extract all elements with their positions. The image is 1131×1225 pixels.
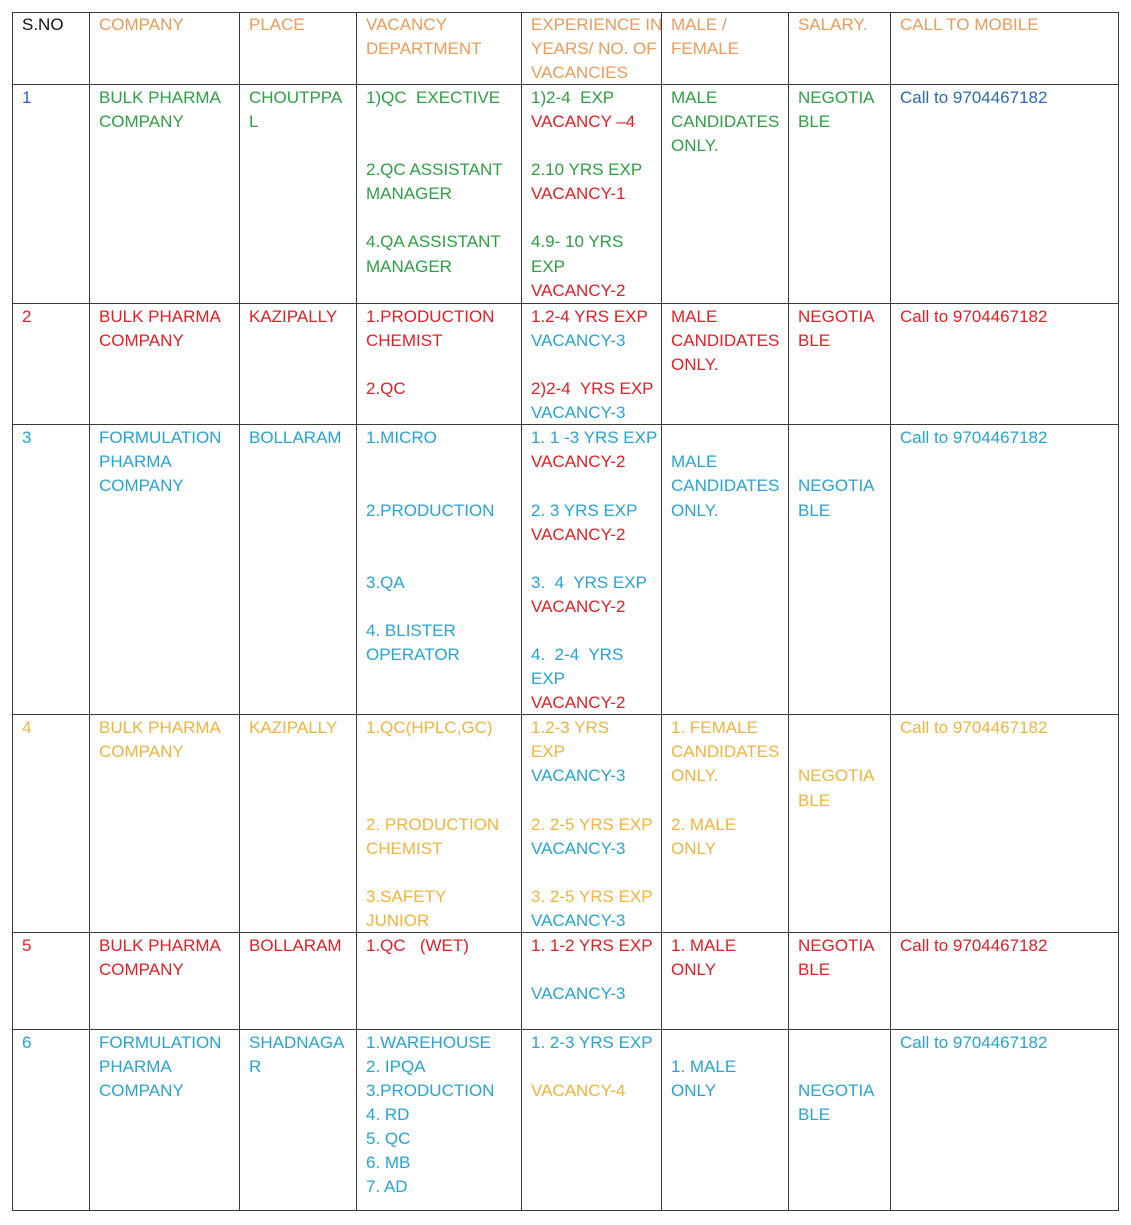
row-call-link[interactable]: Call to 9704467182 [900, 1033, 1048, 1052]
row-place: KAZIPALLY [249, 718, 338, 737]
row-company: FORMULATION [99, 428, 222, 447]
row-department: JUNIOR [366, 911, 430, 930]
row-vacancy: VACANCY-3 [531, 766, 626, 785]
header-vacancy-department: VACANCY [366, 15, 447, 34]
header-gender: FEMALE [671, 39, 740, 58]
header-place: PLACE [249, 15, 305, 34]
row-place: BOLLARAM [249, 936, 342, 955]
row-experience: 4.9- 10 YRS [531, 232, 624, 251]
row-experience: 3. 4 YRS EXP [531, 573, 647, 592]
row-company: COMPANY [99, 476, 184, 495]
row-gender: MALE [671, 452, 718, 471]
row-company: BULK PHARMA [99, 88, 221, 107]
header-experience: YEARS/ NO. OF [531, 39, 657, 58]
header-salary: SALARY. [798, 15, 868, 34]
row-gender: ONLY. [671, 501, 719, 520]
row-call-link[interactable]: Call to 9704467182 [900, 88, 1048, 107]
row-vacancy: VACANCY-4 [531, 1081, 626, 1100]
row-place: BOLLARAM [249, 428, 342, 447]
row-department: 1.QC (WET) [366, 936, 469, 955]
row-department: 5. QC [366, 1129, 411, 1148]
row-vacancy: VACANCY-2 [531, 693, 626, 712]
row-experience: 1. 1-2 YRS EXP [531, 936, 653, 955]
row-place: CHOUTPPA [249, 88, 343, 107]
row-department: 1.PRODUCTION [366, 307, 495, 326]
row-gender: ONLY [671, 960, 717, 979]
row-department: MANAGER [366, 257, 452, 276]
table-row [12, 1029, 1119, 1210]
row-experience: 4. 2-4 YRS [531, 645, 624, 664]
row-department: CHEMIST [366, 839, 443, 858]
row-sno: 4 [22, 718, 32, 737]
row-place: KAZIPALLY [249, 307, 338, 326]
row-vacancy: VACANCY-3 [531, 403, 626, 422]
row-salary: NEGOTIA [798, 936, 875, 955]
row-call-link[interactable]: Call to 9704467182 [900, 718, 1048, 737]
header-row [12, 12, 1119, 84]
row-department: 2.QC [366, 379, 406, 398]
row-experience: 2. 3 YRS EXP [531, 501, 638, 520]
row-gender: 1. MALE [671, 936, 737, 955]
row-experience: 3. 2-5 YRS EXP [531, 887, 653, 906]
row-experience: 1. 1 -3 YRS EXP [531, 428, 658, 447]
row-gender: CANDIDATES [671, 742, 780, 761]
row-vacancy: VACANCY-2 [531, 597, 626, 616]
table-row [12, 424, 1119, 714]
row-gender: 1. FEMALE [671, 718, 758, 737]
row-department: 1)QC EXECTIVE [366, 88, 501, 107]
row-department: 3.PRODUCTION [366, 1081, 495, 1100]
row-experience: EXP [531, 669, 566, 688]
row-company: BULK PHARMA [99, 718, 221, 737]
row-department: 1.QC(HPLC,GC) [366, 718, 493, 737]
row-department: CHEMIST [366, 331, 443, 350]
row-gender: CANDIDATES [671, 331, 780, 350]
row-gender: 1. MALE [671, 1057, 737, 1076]
table-row [12, 932, 1119, 1029]
row-place: SHADNAGA [249, 1033, 345, 1052]
row-experience: 2. 2-5 YRS EXP [531, 815, 653, 834]
row-salary: BLE [798, 501, 831, 520]
row-gender: CANDIDATES [671, 112, 780, 131]
table-row [12, 84, 1119, 303]
row-gender: ONLY [671, 1081, 717, 1100]
row-department: 4. BLISTER [366, 621, 456, 640]
row-company: COMPANY [99, 112, 184, 131]
row-salary: NEGOTIA [798, 307, 875, 326]
row-company: PHARMA [99, 1057, 172, 1076]
row-department: 4.QA ASSISTANT [366, 232, 501, 251]
row-department: 3.SAFETY [366, 887, 447, 906]
row-experience: 1.2-4 YRS EXP [531, 307, 648, 326]
row-gender: ONLY. [671, 766, 719, 785]
row-department: 1.MICRO [366, 428, 437, 447]
row-call-link[interactable]: Call to 9704467182 [900, 307, 1048, 326]
row-department: 6. MB [366, 1153, 411, 1172]
row-gender: MALE [671, 307, 718, 326]
row-gender: MALE [671, 88, 718, 107]
row-gender: ONLY [671, 839, 717, 858]
row-place: L [249, 112, 259, 131]
row-company: FORMULATION [99, 1033, 222, 1052]
row-gender: ONLY. [671, 355, 719, 374]
row-salary: BLE [798, 112, 831, 131]
row-company: COMPANY [99, 331, 184, 350]
row-experience: 1.2-3 YRS [531, 718, 610, 737]
grid-line [12, 1210, 1119, 1211]
row-place: R [249, 1057, 262, 1076]
row-salary: NEGOTIA [798, 88, 875, 107]
row-vacancy: VACANCY-2 [531, 452, 626, 471]
row-salary: BLE [798, 960, 831, 979]
row-call-link[interactable]: Call to 9704467182 [900, 936, 1048, 955]
row-vacancy: VACANCY-3 [531, 911, 626, 930]
row-gender: CANDIDATES [671, 476, 780, 495]
row-department: 2. IPQA [366, 1057, 426, 1076]
row-company: COMPANY [99, 1081, 184, 1100]
row-salary: BLE [798, 1105, 831, 1124]
row-department: 1.WAREHOUSE [366, 1033, 492, 1052]
row-sno: 3 [22, 428, 32, 447]
row-company: BULK PHARMA [99, 307, 221, 326]
row-call-link[interactable]: Call to 9704467182 [900, 428, 1048, 447]
row-salary: NEGOTIA [798, 476, 875, 495]
header-company: COMPANY [99, 15, 184, 34]
row-sno: 1 [22, 88, 32, 107]
row-salary: NEGOTIA [798, 1081, 875, 1100]
row-department: MANAGER [366, 184, 452, 203]
row-company: COMPANY [99, 960, 184, 979]
row-department: OPERATOR [366, 645, 460, 664]
row-experience: 2)2-4 YRS EXP [531, 379, 654, 398]
row-department: 2. PRODUCTION [366, 815, 500, 834]
row-salary: BLE [798, 791, 831, 810]
row-company: BULK PHARMA [99, 936, 221, 955]
row-vacancy: VACANCY –4 [531, 112, 636, 131]
row-company: COMPANY [99, 742, 184, 761]
row-vacancy: VACANCY-2 [531, 525, 626, 544]
header-experience: VACANCIES [531, 63, 628, 82]
header-gender: MALE / [671, 15, 727, 34]
header-sno: S.NO [22, 15, 64, 34]
header-experience: EXPERIENCE IN [531, 15, 663, 34]
row-department: 7. AD [366, 1177, 408, 1196]
header-call: CALL TO MOBILE [900, 15, 1039, 34]
row-salary: NEGOTIA [798, 766, 875, 785]
row-vacancy: VACANCY-3 [531, 984, 626, 1003]
row-department: 2.QC ASSISTANT [366, 160, 503, 179]
row-vacancy: VACANCY-3 [531, 839, 626, 858]
row-vacancy: VACANCY-1 [531, 184, 626, 203]
row-experience: 1)2-4 EXP [531, 88, 615, 107]
row-vacancy: VACANCY-3 [531, 331, 626, 350]
row-company: PHARMA [99, 452, 172, 471]
table-row [12, 303, 1119, 424]
row-salary: BLE [798, 331, 831, 350]
row-experience: 1. 2-3 YRS EXP [531, 1033, 653, 1052]
row-gender: 2. MALE [671, 815, 737, 834]
vacancy-table [12, 12, 1119, 1211]
row-gender: ONLY. [671, 136, 719, 155]
row-experience: EXP [531, 742, 566, 761]
header-vacancy-department: DEPARTMENT [366, 39, 482, 58]
row-experience: EXP [531, 257, 566, 276]
row-department: 3.QA [366, 573, 405, 592]
row-vacancy: VACANCY-2 [531, 281, 626, 300]
table-row [12, 714, 1119, 932]
row-department: 2.PRODUCTION [366, 501, 495, 520]
row-sno: 5 [22, 936, 32, 955]
row-sno: 6 [22, 1033, 32, 1052]
row-department: 4. RD [366, 1105, 410, 1124]
row-sno: 2 [22, 307, 32, 326]
row-experience: 2.10 YRS EXP [531, 160, 643, 179]
